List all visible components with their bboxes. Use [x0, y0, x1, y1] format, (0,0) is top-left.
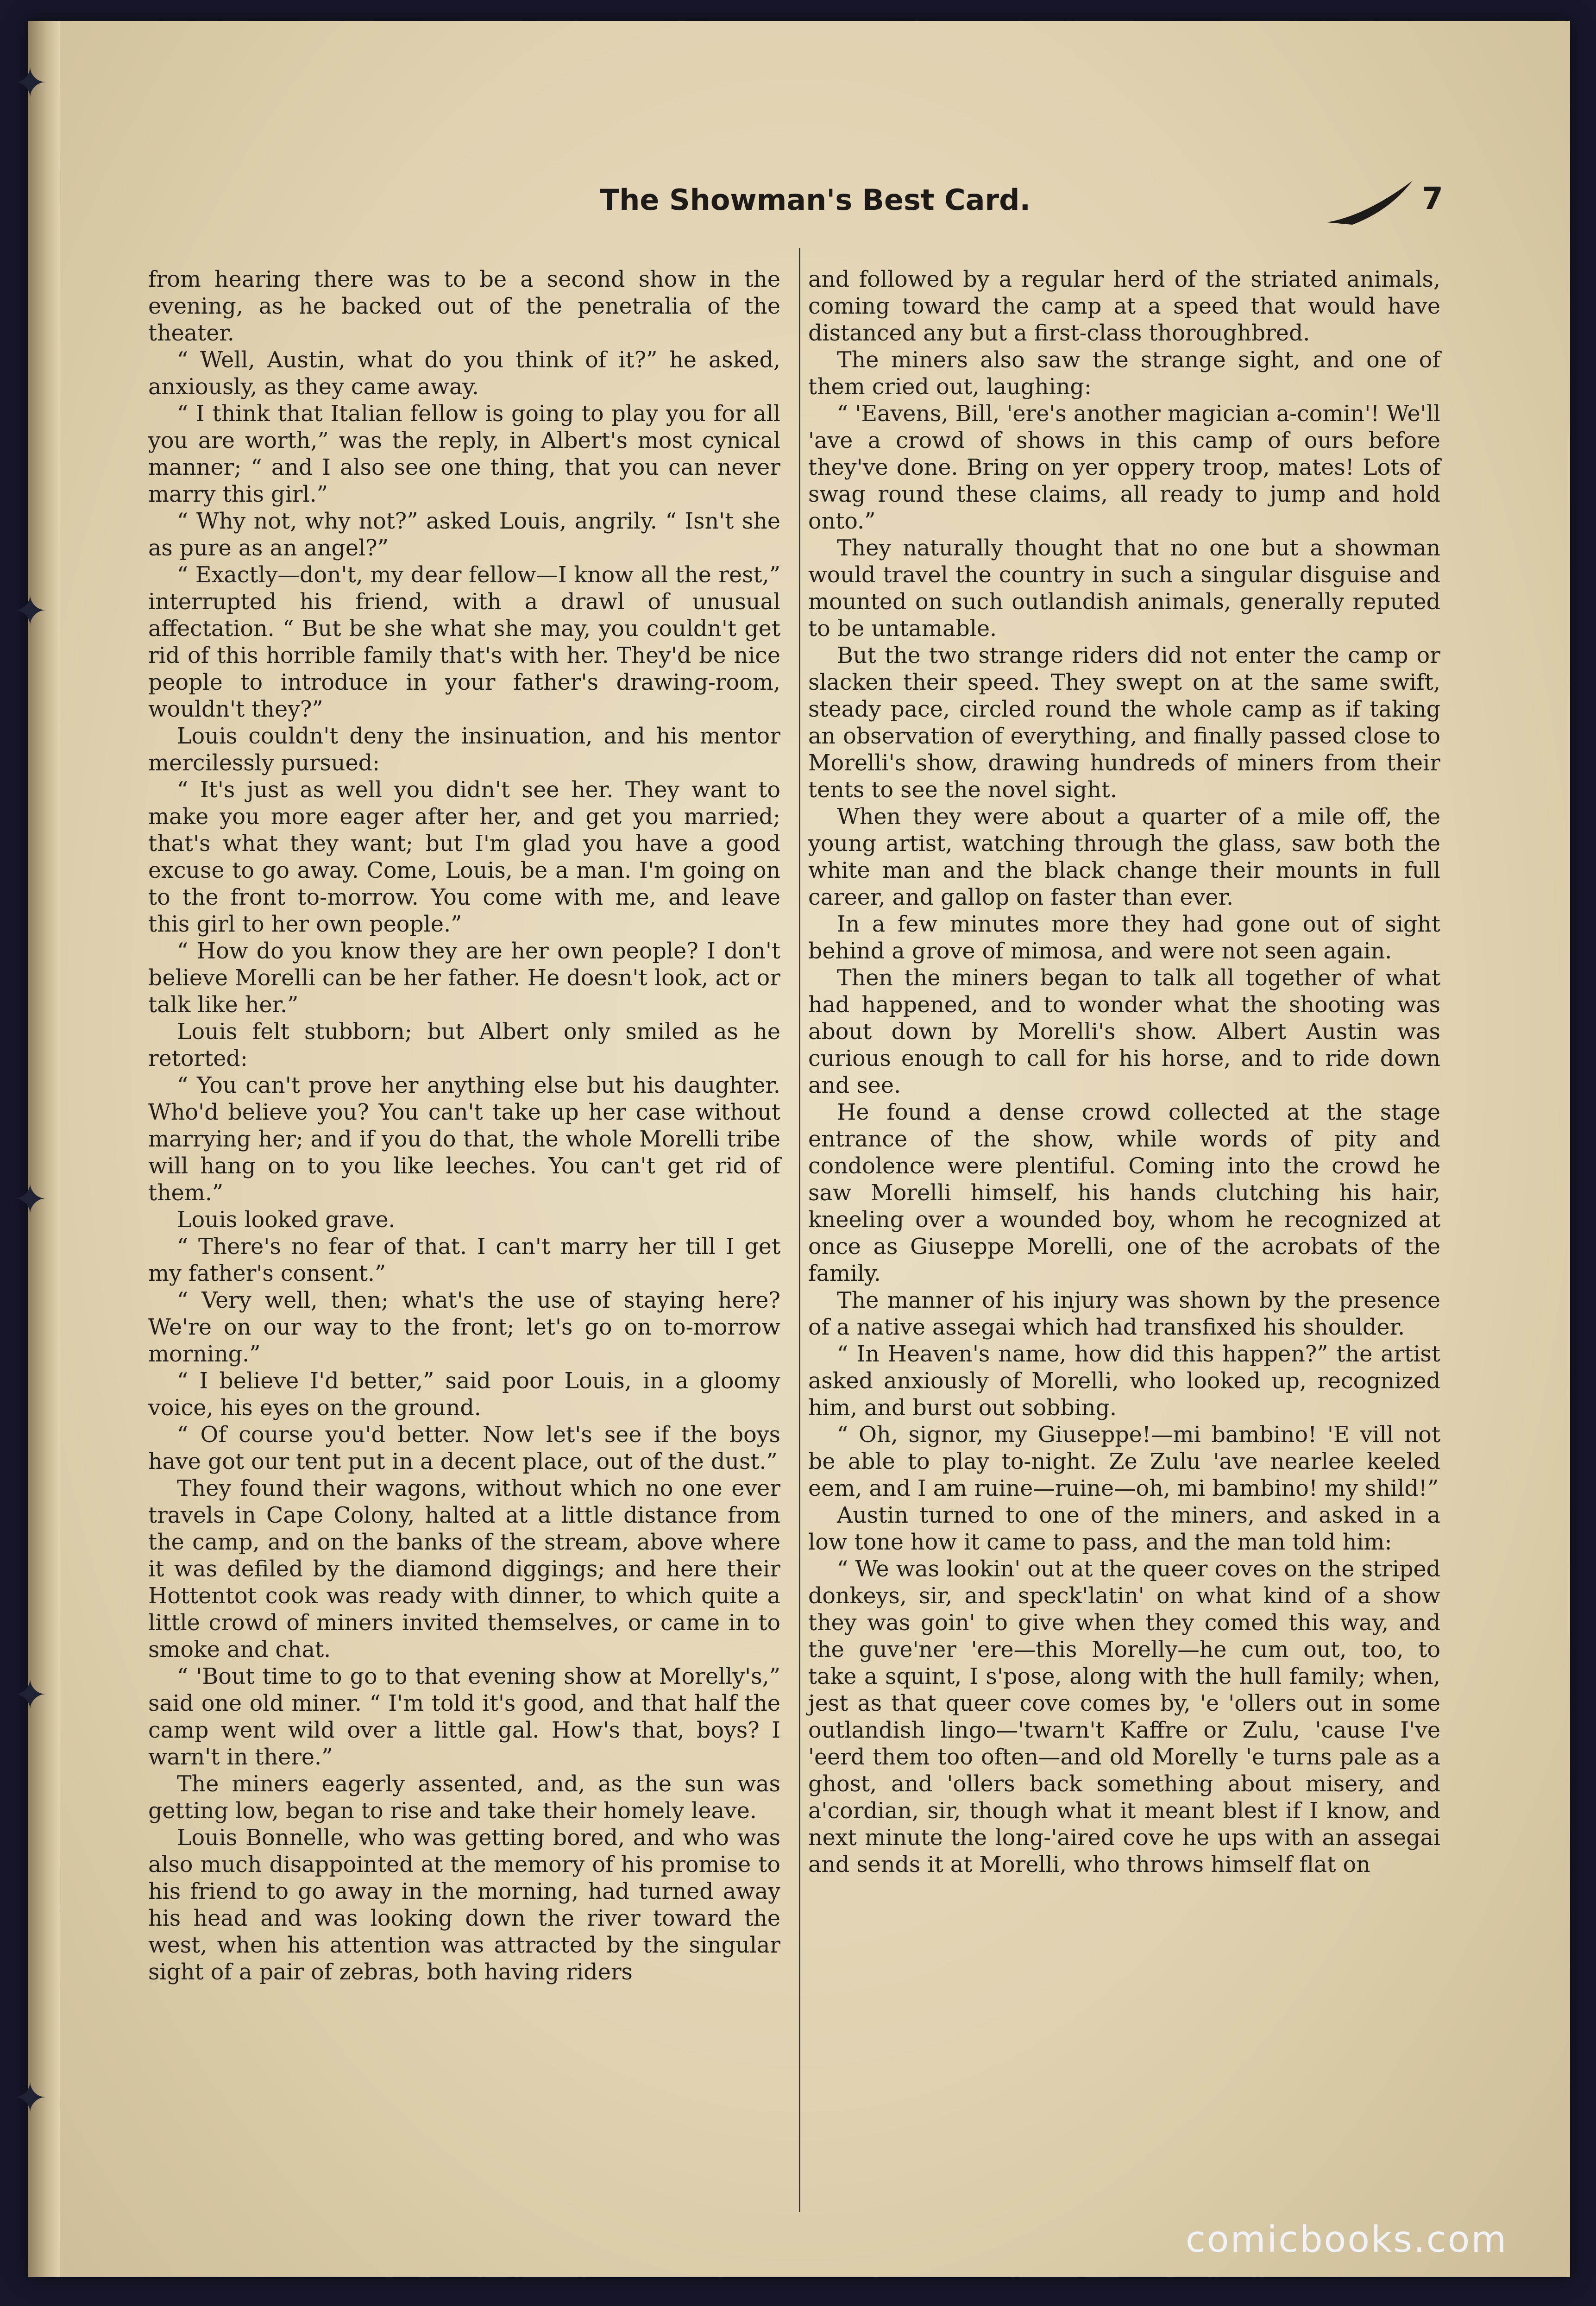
- paragraph: from hearing there was to be a second show in the evening, as he backed out of the penetralia of the theater.: [148, 267, 780, 346]
- paragraph: The manner of his injury was shown by the presence of a native assegai which had transfixed his shoulder.: [808, 1288, 1440, 1340]
- paragraph: Louis Bonnelle, who was getting bored, and who was also much disappointed at the memory of his promise to his friend to go away in the morning, had turned away his head and was looking down the river toward the west, when his attention was attracted by the singular sight of a pair of zebras, both having riders: [148, 1825, 780, 1985]
- running-title: The Showman's Best Card.: [599, 183, 1031, 217]
- binding-stitch: ✦: [13, 587, 48, 636]
- paragraph: “ I think that Italian fellow is going to play you for all you are worth,” was the reply, in Albert's most cynical manner; “ and I also see one thing, that you can never marry this girl.”: [148, 401, 780, 507]
- binding-stitch: ✦: [13, 59, 48, 107]
- paragraph: “ How do you know they are her own people? I don't believe Morelli can be her father. He doesn't look, act or talk like her.”: [148, 939, 780, 1018]
- paragraph: They found their wagons, without which no one ever travels in Cape Colony, halted at a little distance from the camp, and on the banks of the stream, above where it was defiled by the diamond diggings; and here their Hottentot cook was ready with dinner, to which quite a little crowd of miners invited themselves, or came in to smoke and chat.: [148, 1476, 780, 1663]
- paragraph: The miners also saw the strange sight, and one of them cried out, laughing:: [808, 347, 1440, 400]
- column-divider: [799, 248, 800, 2212]
- binding-stitch: ✦: [13, 1175, 48, 1224]
- paragraph: “ Well, Austin, what do you think of it?” he asked, anxiously, as they came away.: [148, 347, 780, 400]
- paragraph: “ Oh, signor, my Giuseppe!—mi bambino! 'E vill not be able to play to-night. Ze Zulu 'ave nearlee keeled eem, and I am ruine—ruine—oh, mi bambino! my shild!”: [808, 1422, 1440, 1501]
- page-gutter: [28, 21, 60, 2277]
- paragraph: In a few minutes more they had gone out of sight behind a grove of mimosa, and were not seen again.: [808, 912, 1440, 964]
- paragraph: “ In Heaven's name, how did this happen?” the artist asked anxiously of Morelli, who looked up, recognized him, and burst out sobbing.: [808, 1342, 1440, 1421]
- page-number: 7: [1422, 181, 1443, 216]
- paragraph: “ I believe I'd better,” said poor Louis, in a gloomy voice, his eyes on the ground.: [148, 1368, 780, 1421]
- paragraph: He found a dense crowd collected at the stage entrance of the show, while words of pity and condolence were plentiful. Coming into the crowd he saw Morelli himself, his hands clutching his hair, kneeling over a wounded boy, whom he recognized at once as Giuseppe Morelli, one of the acrobats of the family.: [808, 1100, 1440, 1286]
- paragraph: Louis looked grave.: [177, 1207, 396, 1233]
- binding-stitch: ✦: [13, 1671, 48, 1720]
- paragraph: “ Exactly—don't, my dear fellow—I know all the rest,” interrupted his friend, with a drawl of unusual affectation. “ But be she what she may, you couldn't get rid of this horrible family that's with her. They'd be nice people to introduce in your father's drawing-room, wouldn't they?”: [148, 562, 780, 722]
- text-column-right: [808, 266, 1440, 1878]
- paragraph: “ 'Bout time to go to that evening show at Morelly's,” said one old miner. “ I'm told it's good, and that half the camp went wild over a little gal. How's that, boys? I warn't in there.”: [148, 1664, 780, 1770]
- paragraph: “ It's just as well you didn't see her. They want to make you more eager after her, and get you married; that's what they want; but I'm glad you have a good excuse to go away. Come, Louis, be a man. I'm going on to the front to-morrow. You come with me, and leave this girl to her own people.”: [148, 777, 780, 937]
- watermark: comicbooks.com: [1186, 2219, 1508, 2261]
- paragraph: Austin turned to one of the miners, and asked in a low tone how it came to pass, and the man told him:: [808, 1503, 1440, 1555]
- paragraph: Louis couldn't deny the insinuation, and his mentor mercilessly pursued:: [148, 724, 780, 776]
- paragraph: Then the miners began to talk all together of what had happened, and to wonder what the shooting was about down by Morelli's show. Albert Austin was curious enough to call for his horse, and to ride down and see.: [808, 965, 1440, 1098]
- paragraph: But the two strange riders did not enter the camp or slacken their speed. They swept on at the same swift, steady pace, circled round the whole camp as if taking an observation of everything, and finally passed close to Morelli's show, drawing hundreds of miners from their tents to see the novel sight.: [808, 643, 1440, 803]
- paragraph: “ You can't prove her anything else but his daughter. Who'd believe you? You can't take up her case without marrying her; and if you do that, the whole Morelli tribe will hang on to you like leeches. You can't get rid of them.”: [148, 1073, 780, 1206]
- paragraph: “ We was lookin' out at the queer coves on the striped donkeys, sir, and speck'latin' on what kind of a show they was goin' to give when they comed this way, and the guve'ner 'ere—this Morelly—he cum out, too, to take a squint, I s'pose, along with the hull family; when, jest as that queer cove comes by, 'e 'ollers out in some outlandish lingo—'twarn't Kaffre or Zulu, 'cause I've 'eerd them too often—and old Morelly 'e turns pale as a ghost, and 'ollers back something about misery, and a'cordian, sir, though what it meant blest if I know, and next minute the long-'aired cove he ups with an assegai and sends it at Morelli, who throws himself flat on: [808, 1556, 1440, 1878]
- book-page: [13, 21, 1570, 2277]
- paragraph: and followed by a regular herd of the striated animals, coming toward the camp at a speed that would have distanced any but a first-class thoroughbred.: [808, 267, 1440, 346]
- paragraph: The miners eagerly assented, and, as the sun was getting low, began to rise and take their homely leave.: [148, 1771, 780, 1824]
- quill-ornament-icon: [1325, 178, 1417, 229]
- paragraph: They naturally thought that no one but a showman would travel the country in such a singular disguise and mounted on such outlandish animals, generally reputed to be untamable.: [808, 536, 1440, 642]
- paragraph: “ Why not, why not?” asked Louis, angrily. “ Isn't she as pure as an angel?”: [148, 509, 780, 561]
- paragraph: “ There's no fear of that. I can't marry her till I get my father's consent.”: [148, 1234, 780, 1286]
- paragraph: “ 'Eavens, Bill, 'ere's another magician a-comin'! We'll 'ave a crowd of shows in this camp of ours before they've done. Bring on yer oppery troop, mates! Lots of swag round these claims, all ready to jump and hold onto.”: [808, 401, 1440, 534]
- binding-stitch: ✦: [13, 2074, 48, 2123]
- paragraph: “ Very well, then; what's the use of staying here? We're on our way to the front; let's go on to-morrow morning.”: [148, 1288, 780, 1367]
- paragraph: “ Of course you'd better. Now let's see if the boys have got our tent put in a decent place, out of the dust.”: [148, 1422, 780, 1474]
- paragraph: When they were about a quarter of a mile off, the young artist, watching through the glass, saw both the white man and the black change their mounts in full career, and gallop on faster than ever.: [808, 804, 1440, 910]
- text-column-left: [148, 266, 780, 1986]
- paragraph: Louis felt stubborn; but Albert only smiled as he retorted:: [148, 1019, 780, 1071]
